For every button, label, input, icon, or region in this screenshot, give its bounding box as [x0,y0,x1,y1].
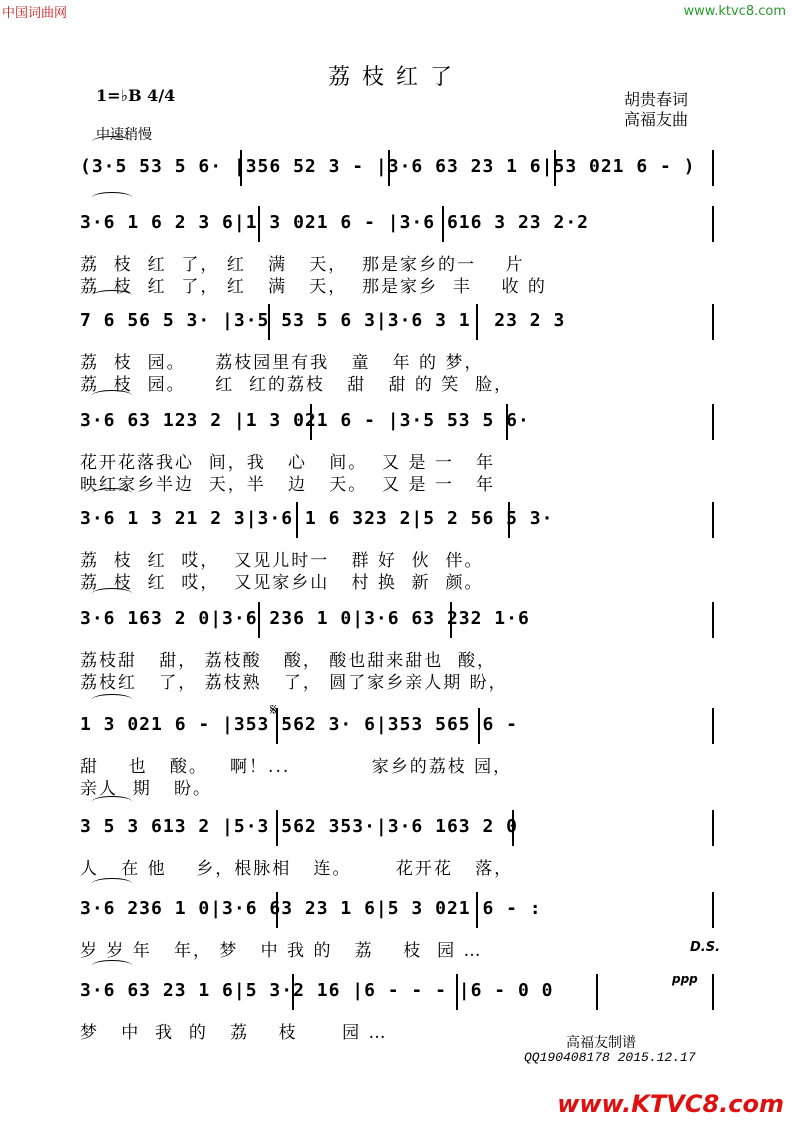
jianpu-notes: 3·6 63 123 2 |1 3 021 6 - |3·5 53 5 6· [80,410,530,431]
barline [712,810,714,846]
jianpu-notes: 3·6 1 6 2 3 6|1 3 021 6 - |3·6 616 3 23 2·2 [80,212,589,233]
watermark-logo: www.KTVC8.com [557,1090,784,1118]
lyric-line: 映红家乡半边 天，半 边 天。 又 是 一 年 [80,475,496,495]
slur [92,878,132,889]
barline [712,892,714,928]
slur [92,960,132,971]
barline [712,708,714,744]
jianpu-notes: 3 5 3 613 2 |5·3 562 353·|3·6 163 2 0 [80,816,518,837]
slur [92,796,132,807]
lyricist: 胡贵春词 [624,90,689,109]
lyric-line: 荔 枝 园。 红 红的荔枝 甜 甜 的 笑 脸， [80,375,514,395]
lyric-line: 荔 枝 园。 荔枝园里有我 童 年 的 梦， [80,353,484,373]
slur [92,488,132,499]
ds-marking: D.S. [690,940,721,955]
lyric-line: 梦 中 我 的 荔 枝 园 … [80,1023,388,1043]
jianpu-notes: 7 6 56 5 3· |3·5 53 5 6 3|3·6 3 1 23 2 3 [80,310,566,331]
site-url-right: www.ktvc8.com [683,4,786,19]
jianpu-notes: 3·6 236 1 0|3·6 63 23 1 6|5 3 021 6 - : [80,898,542,919]
slur [92,390,132,401]
key-signature: 1=♭B 4/4 [96,86,176,105]
arranger-credit: 高福友制谱 [566,1035,636,1051]
composer: 高福友曲 [624,110,689,129]
barline [712,206,714,242]
slur [92,192,132,203]
lyric-line: 岁 岁 年 年， 梦 中 我 的 荔 枝 园 … [80,941,483,961]
jianpu-notes: (3·5 53 5 6· |356 52 3 - |3·6 63 23 1 6|53 021 6 - ) [80,156,696,177]
segno-sign: 𝄋 [270,700,277,719]
jianpu-notes: 1 3 021 6 - |353 562 3· 6|353 565 6 - [80,714,518,735]
lyric-line: 甜 也 酸。 啊！... 家乡的荔枝 园， [80,757,513,777]
barline [712,150,714,186]
tempo-marking: 中速稍慢 [96,127,152,143]
dynamic-ppp: ppp [672,972,698,986]
barline [712,974,714,1010]
lyric-line: 荔枝甜 甜， 荔枝酸 酸， 酸也甜来甜也 酸， [80,651,497,671]
lyric-line: 荔 枝 红 了， 红 满 天， 那是家乡的一 片 [80,255,525,275]
barline [712,602,714,638]
slur [92,290,132,301]
jianpu-notes: 3·6 63 23 1 6|5 3·2 16 |6 - - - |6 - 0 0 [80,980,554,1001]
slur [92,694,132,705]
slur [92,588,132,599]
site-name-left: 中国词曲网 [2,6,68,21]
barline [712,502,714,538]
barline [712,304,714,340]
lyric-line: 荔 枝 红 了， 红 满 天， 那是家乡 丰 收 的 [80,277,547,297]
lyric-line: 荔枝红 了， 荔枝熟 了， 圆了家乡亲人期 盼， [80,673,508,693]
qq-and-date: QQ190408178 2015.12.17 [524,1050,696,1065]
barline [712,404,714,440]
song-title: 荔枝红了 [327,65,464,90]
lyric-line: 亲人 期 盼。 [80,779,213,799]
jianpu-notes: 3·6 1 3 21 2 3|3·6 1 6 323 2|5 2 56 5 3· [80,508,554,529]
jianpu-notes: 3·6 163 2 0|3·6 236 1 0|3·6 63 232 1·6 [80,608,530,629]
lyric-line: 荔 枝 红 哎， 又见家乡山 村 换 新 颜。 [80,573,484,593]
lyric-line: 荔 枝 红 哎， 又见儿时一 群 好 伙 伴。 [80,551,484,571]
lyric-line: 人 在 他 乡，根脉相 连。 花开花 落， [80,859,514,879]
lyric-line: 花开花落我心 间，我 心 间。 又 是 一 年 [80,453,496,473]
credits [624,90,688,130]
slur [92,136,132,147]
